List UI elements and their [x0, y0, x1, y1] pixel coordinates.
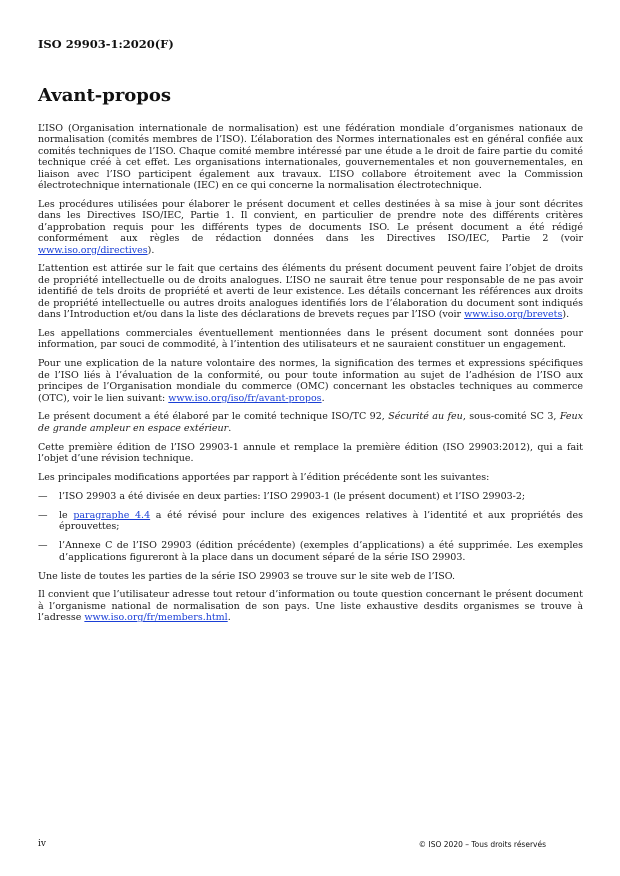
paragraph-voluntary-nature — [38, 358, 583, 404]
paragraph-procedures — [38, 199, 583, 256]
paragraph-end: . — [227, 612, 231, 624]
paragraph-end: . — [228, 422, 232, 434]
paragraph-changes-intro: Les principales modifications apportées par rapport à l’édition précédente sont les suivantes: — [38, 472, 490, 484]
paragraph-text: L’attention est attirée sur le fait que certains des éléments du présent document peuvent faire l’objet de droits de propriété intellectuelle ou de droits analogues. L’ISO ne saurait être tenue pour responsable de ne pas avoir identifié de tels droits de propriété et averti de leur existence. Les détails concernant les références aux droits de propriété intellectuelle ou autres droits analogues identifiés lors de l’élaboration du document sont indiqués dans l’Introduction et/ou dans la liste des déclarations de brevets reçues par l’ISO (voir — [38, 263, 583, 321]
subcommittee-title: Feux de grande ampleur en espace extérieur — [38, 411, 584, 434]
directives-link[interactable]: www.iso.org/directives — [38, 244, 148, 256]
list-dash: — — [38, 490, 48, 502]
list-item — [38, 510, 583, 533]
paragraph-end: ). — [147, 244, 155, 256]
paragraph-edition: Cette première édition de l’ISO 29903-1 annule et remplace la première édition (ISO 29903:2012), qui a fait l’objet d’une révision technique. — [38, 441, 583, 465]
page-title: Avant-propos — [38, 85, 172, 106]
members-link[interactable]: www.iso.org/fr/members.html — [84, 612, 228, 624]
paragraph-feedback — [38, 589, 583, 623]
paragraph-text: Les procédures utilisées pour élaborer le présent document et celles destinées à sa mise à jour sont décrites dans les Directives ISO/IEC, Partie 1. Il convient, en particulier de prendre note des différents critères d’approbation requis pour les différents types de documents ISO. Le présent document a été rédigé conformément aux règles de rédaction données dans les Directives ISO/IEC, Partie 2 (voir — [38, 198, 583, 245]
list-item-prefix: le — [59, 509, 74, 521]
paragraph-text: , sous-comité SC 3, — [462, 411, 560, 423]
paragraph-series-list: Une liste de toutes les parties de la série ISO 29903 se trouve sur le site web de l’ISO. — [38, 570, 456, 582]
paragraph-committee — [38, 411, 583, 434]
list-dash: — — [38, 509, 48, 521]
list-item-text: l’ISO 29903 a été divisée en deux parties: l’ISO 29903-1 (le présent document) et l’ISO 29903-2; — [59, 490, 526, 502]
list-item — [38, 540, 583, 563]
list-item-text — [59, 510, 583, 533]
clause-4-4-link[interactable]: paragraphe 4.4 — [73, 509, 151, 521]
foreword-body — [38, 123, 583, 631]
foreword-link[interactable]: www.iso.org/iso/fr/avant-propos — [168, 392, 322, 404]
paragraph-end: . — [321, 392, 325, 404]
paragraph-trade-names: Les appellations commerciales éventuellement mentionnées dans le présent document sont données pour information, par souci de commodité, à l’intention des utilisateurs et ne sauraient constituer un engagement. — [38, 328, 583, 351]
paragraph-iso-intro: L’ISO (Organisation internationale de normalisation) est une fédération mondiale d’organismes nationaux de normalisation (comités membres de l’ISO). L’élaboration des Normes internationales est en général confiée aux comités techniques de l’ISO. Chaque comité membre intéressé par une étude a le droit de faire partie du comité technique créé à cet effet. Les organisations internationales, gouvernementales et non gouvernementales, en liaison avec l’ISO participent également aux travaux. L’ISO collabore étroitement avec la Commission électrotechnique internationale (IEC) en ce qui concerne la normalisation électrotechnique. — [38, 123, 583, 192]
paragraph-patents — [38, 263, 583, 320]
committee-title: Sécurité au feu — [388, 411, 463, 423]
page-number: iv — [38, 839, 46, 849]
list-item-text: l’Annexe C de l’ISO 29903 (édition précédente) (exemples d’applications) a été supprimée. Les exemples d’applications figureront à la place dans un document séparé de la série ISO 29903. — [59, 540, 583, 563]
list-item — [38, 491, 583, 502]
document-identifier: ISO 29903-1:2020(F) — [38, 37, 174, 51]
list-dash: — — [38, 540, 48, 552]
paragraph-text: Il convient que l’utilisateur adresse tout retour d’information ou toute question concernant le présent document à l’organisme national de normalisation de son pays. Une liste exhaustive desdits organismes se trouve à l’adresse — [38, 589, 583, 624]
paragraph-text: Le présent document a été élaboré par le comité technique ISO/TC 92, — [38, 411, 389, 423]
copyright-notice: © ISO 2020 – Tous droits réservés — [418, 840, 546, 849]
paragraph-end: ). — [562, 309, 570, 321]
paragraph-text: Pour une explication de la nature volontaire des normes, la signification des termes et expressions spécifiques de l’ISO liés à l’évaluation de la conformité, ou pour toute information au sujet de l’adhésion de l’ISO aux principes de l’Organisation mondiale du commerce (OMC) concernant les obstacles techniques au commerce (OTC), voir le lien suivant: — [38, 358, 583, 404]
patents-link[interactable]: www.iso.org/brevets — [464, 309, 563, 321]
list-item-suffix: a été révisé pour inclure des exigences relatives à l’identité et aux propriétés des éprouvettes; — [59, 509, 583, 533]
